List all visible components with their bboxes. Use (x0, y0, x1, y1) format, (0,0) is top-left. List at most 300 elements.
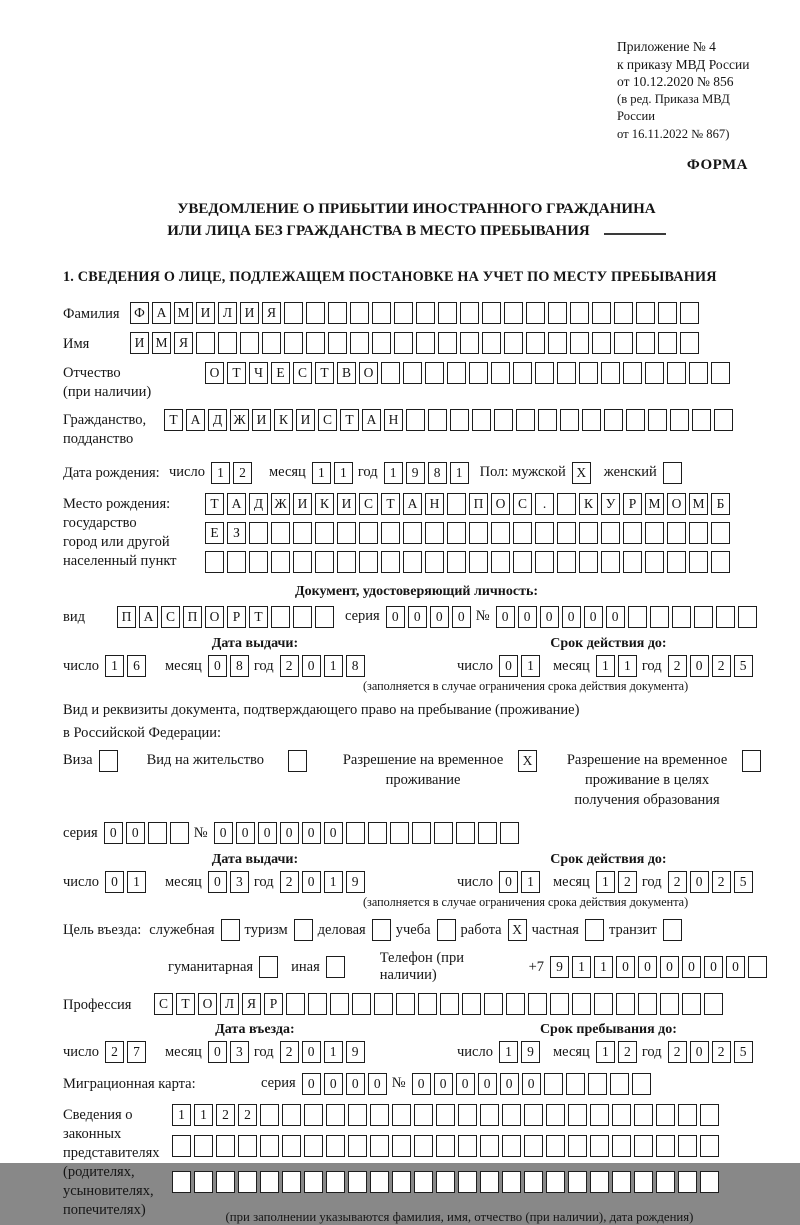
form-cell[interactable]: Б (711, 493, 730, 515)
form-cell[interactable]: 7 (127, 1041, 146, 1063)
form-cell[interactable] (579, 522, 598, 544)
form-cell[interactable]: Е (205, 522, 224, 544)
form-cell[interactable] (548, 302, 567, 324)
form-cell[interactable]: Ж (230, 409, 249, 431)
form-cell[interactable] (682, 993, 701, 1015)
form-cell[interactable]: Ж (271, 493, 290, 515)
form-cell[interactable] (557, 522, 576, 544)
form-cell[interactable] (579, 551, 598, 573)
form-cell[interactable] (482, 332, 501, 354)
form-cell[interactable] (326, 1104, 345, 1126)
form-cell[interactable] (403, 522, 422, 544)
form-cell[interactable] (438, 302, 457, 324)
form-cell[interactable]: 1 (384, 462, 403, 484)
form-cell[interactable] (390, 822, 409, 844)
form-cell[interactable]: И (196, 302, 215, 324)
form-cell[interactable] (282, 1171, 301, 1193)
form-cell[interactable] (394, 302, 413, 324)
form-cell[interactable] (742, 750, 761, 772)
form-cell[interactable] (524, 1104, 543, 1126)
form-cell[interactable] (221, 919, 240, 941)
form-cell[interactable]: О (198, 993, 217, 1015)
form-cell[interactable]: 1 (105, 655, 124, 677)
form-cell[interactable]: Т (176, 993, 195, 1015)
form-cell[interactable]: 1 (324, 871, 343, 893)
form-cell[interactable]: Л (220, 993, 239, 1015)
form-cell[interactable]: 0 (105, 871, 124, 893)
form-cell[interactable]: 0 (660, 956, 679, 978)
form-cell[interactable]: 0 (518, 606, 537, 628)
form-cell[interactable] (370, 1171, 389, 1193)
form-cell[interactable]: Т (164, 409, 183, 431)
form-cell[interactable] (437, 919, 456, 941)
form-cell[interactable] (348, 1135, 367, 1157)
form-cell[interactable]: И (337, 493, 356, 515)
form-cell[interactable]: 3 (230, 871, 249, 893)
form-cell[interactable] (326, 956, 345, 978)
form-cell[interactable] (348, 1104, 367, 1126)
form-cell[interactable] (293, 551, 312, 573)
form-cell[interactable] (491, 551, 510, 573)
form-cell[interactable] (238, 1171, 257, 1193)
form-cell[interactable]: О (491, 493, 510, 515)
form-cell[interactable] (271, 551, 290, 573)
form-cell[interactable] (656, 1135, 675, 1157)
form-cell[interactable]: А (362, 409, 381, 431)
form-cell[interactable] (658, 332, 677, 354)
form-cell[interactable] (526, 332, 545, 354)
form-cell[interactable]: 0 (434, 1073, 453, 1095)
form-cell[interactable]: 0 (704, 956, 723, 978)
form-cell[interactable] (370, 1135, 389, 1157)
form-cell[interactable]: 2 (280, 655, 299, 677)
form-cell[interactable] (570, 302, 589, 324)
form-cell[interactable] (628, 606, 647, 628)
form-cell[interactable] (216, 1171, 235, 1193)
form-cell[interactable] (480, 1135, 499, 1157)
form-cell[interactable]: П (183, 606, 202, 628)
form-cell[interactable] (601, 362, 620, 384)
form-cell[interactable] (447, 493, 466, 515)
form-cell[interactable] (560, 409, 579, 431)
form-cell[interactable] (205, 551, 224, 573)
form-cell[interactable] (306, 332, 325, 354)
form-cell[interactable]: С (154, 993, 173, 1015)
form-cell[interactable]: 0 (386, 606, 405, 628)
form-cell[interactable] (381, 522, 400, 544)
form-cell[interactable] (374, 993, 393, 1015)
form-cell[interactable]: 1 (521, 871, 540, 893)
form-cell[interactable] (450, 409, 469, 431)
form-cell[interactable]: З (227, 522, 246, 544)
form-cell[interactable] (660, 993, 679, 1015)
form-cell[interactable] (502, 1135, 521, 1157)
form-cell[interactable]: 0 (302, 1073, 321, 1095)
form-cell[interactable] (99, 750, 118, 772)
form-cell[interactable] (494, 409, 513, 431)
form-cell[interactable] (392, 1171, 411, 1193)
form-cell[interactable] (616, 993, 635, 1015)
form-cell[interactable]: Р (264, 993, 283, 1015)
form-cell[interactable]: 0 (302, 871, 321, 893)
form-cell[interactable] (293, 606, 312, 628)
form-cell[interactable] (425, 522, 444, 544)
form-cell[interactable] (482, 302, 501, 324)
form-cell[interactable] (394, 332, 413, 354)
form-cell[interactable]: 2 (105, 1041, 124, 1063)
form-cell[interactable] (557, 551, 576, 573)
form-cell[interactable] (623, 551, 642, 573)
form-cell[interactable]: А (139, 606, 158, 628)
form-cell[interactable] (315, 606, 334, 628)
form-cell[interactable]: П (117, 606, 136, 628)
form-cell[interactable]: 0 (368, 1073, 387, 1095)
form-cell[interactable] (308, 993, 327, 1015)
form-cell[interactable]: 1 (594, 956, 613, 978)
form-cell[interactable] (689, 551, 708, 573)
form-cell[interactable] (667, 522, 686, 544)
form-cell[interactable] (700, 1135, 719, 1157)
form-cell[interactable] (645, 362, 664, 384)
form-cell[interactable] (440, 993, 459, 1015)
form-cell[interactable]: 1 (324, 655, 343, 677)
form-cell[interactable]: Р (227, 606, 246, 628)
form-cell[interactable]: 0 (346, 1073, 365, 1095)
form-cell[interactable] (172, 1135, 191, 1157)
form-cell[interactable]: 0 (302, 822, 321, 844)
form-cell[interactable]: 0 (499, 871, 518, 893)
form-cell[interactable]: . (535, 493, 554, 515)
form-cell[interactable]: 9 (550, 956, 569, 978)
form-cell[interactable] (259, 956, 278, 978)
form-cell[interactable] (170, 822, 189, 844)
form-cell[interactable] (271, 522, 290, 544)
form-cell[interactable] (304, 1171, 323, 1193)
form-cell[interactable] (700, 1171, 719, 1193)
form-cell[interactable]: 0 (682, 956, 701, 978)
form-cell[interactable]: 2 (668, 871, 687, 893)
form-cell[interactable] (218, 332, 237, 354)
form-cell[interactable] (711, 362, 730, 384)
form-cell[interactable] (614, 302, 633, 324)
form-cell[interactable]: 2 (280, 1041, 299, 1063)
form-cell[interactable] (568, 1104, 587, 1126)
form-cell[interactable] (372, 302, 391, 324)
form-cell[interactable]: Е (271, 362, 290, 384)
form-cell[interactable]: 0 (690, 1041, 709, 1063)
form-cell[interactable] (623, 522, 642, 544)
form-cell[interactable]: Я (174, 332, 193, 354)
form-cell[interactable] (480, 1171, 499, 1193)
form-cell[interactable] (315, 522, 334, 544)
form-cell[interactable]: 2 (238, 1104, 257, 1126)
form-cell[interactable] (568, 1135, 587, 1157)
form-cell[interactable] (670, 409, 689, 431)
form-cell[interactable] (634, 1171, 653, 1193)
form-cell[interactable] (288, 750, 307, 772)
form-cell[interactable]: 5 (734, 655, 753, 677)
form-cell[interactable]: 0 (562, 606, 581, 628)
form-cell[interactable]: 2 (618, 871, 637, 893)
form-cell[interactable] (330, 993, 349, 1015)
form-cell[interactable] (216, 1135, 235, 1157)
form-cell[interactable] (414, 1104, 433, 1126)
form-cell[interactable] (614, 332, 633, 354)
form-cell[interactable] (472, 409, 491, 431)
form-cell[interactable]: 2 (280, 871, 299, 893)
form-cell[interactable]: Ч (249, 362, 268, 384)
form-cell[interactable] (458, 1135, 477, 1157)
form-cell[interactable]: И (252, 409, 271, 431)
form-cell[interactable] (601, 551, 620, 573)
form-cell[interactable] (462, 993, 481, 1015)
form-cell[interactable]: 6 (127, 655, 146, 677)
form-cell[interactable]: В (337, 362, 356, 384)
form-cell[interactable]: 1 (572, 956, 591, 978)
form-cell[interactable]: А (227, 493, 246, 515)
form-cell[interactable]: Н (384, 409, 403, 431)
form-cell[interactable] (680, 302, 699, 324)
form-cell[interactable] (506, 993, 525, 1015)
form-cell[interactable] (194, 1135, 213, 1157)
form-cell[interactable]: 9 (406, 462, 425, 484)
form-cell[interactable] (557, 493, 576, 515)
form-cell[interactable]: П (469, 493, 488, 515)
form-cell[interactable] (566, 1073, 585, 1095)
form-cell[interactable]: 1 (596, 655, 615, 677)
form-cell[interactable]: 8 (346, 655, 365, 677)
form-cell[interactable] (406, 409, 425, 431)
form-cell[interactable] (612, 1171, 631, 1193)
form-cell[interactable]: 1 (499, 1041, 518, 1063)
form-cell[interactable] (588, 1073, 607, 1095)
form-cell[interactable] (447, 522, 466, 544)
form-cell[interactable] (249, 522, 268, 544)
form-cell[interactable]: 0 (302, 1041, 321, 1063)
form-cell[interactable] (582, 409, 601, 431)
form-cell[interactable] (436, 1135, 455, 1157)
form-cell[interactable] (370, 1104, 389, 1126)
form-cell[interactable] (623, 362, 642, 384)
form-cell[interactable]: 0 (496, 606, 515, 628)
form-cell[interactable] (337, 522, 356, 544)
form-cell[interactable] (414, 1135, 433, 1157)
form-cell[interactable] (458, 1171, 477, 1193)
form-cell[interactable] (592, 302, 611, 324)
form-cell[interactable] (425, 362, 444, 384)
form-cell[interactable] (359, 551, 378, 573)
form-cell[interactable]: 2 (712, 655, 731, 677)
form-cell[interactable] (546, 1171, 565, 1193)
form-cell[interactable] (352, 993, 371, 1015)
form-cell[interactable]: 0 (540, 606, 559, 628)
form-cell[interactable] (592, 332, 611, 354)
form-cell[interactable] (238, 1135, 257, 1157)
form-cell[interactable]: М (645, 493, 664, 515)
form-cell[interactable] (634, 1135, 653, 1157)
form-cell[interactable]: О (359, 362, 378, 384)
form-cell[interactable]: 0 (104, 822, 123, 844)
form-cell[interactable]: 1 (312, 462, 331, 484)
form-cell[interactable]: 5 (734, 871, 753, 893)
form-cell[interactable] (601, 522, 620, 544)
form-cell[interactable] (436, 1104, 455, 1126)
form-cell[interactable]: А (186, 409, 205, 431)
form-cell[interactable] (645, 522, 664, 544)
form-cell[interactable] (636, 302, 655, 324)
form-cell[interactable]: 1 (596, 1041, 615, 1063)
form-cell[interactable]: 0 (499, 655, 518, 677)
form-cell[interactable] (304, 1104, 323, 1126)
form-cell[interactable]: 0 (412, 1073, 431, 1095)
form-cell[interactable] (716, 606, 735, 628)
form-cell[interactable] (678, 1135, 697, 1157)
form-cell[interactable]: 0 (584, 606, 603, 628)
form-cell[interactable] (645, 551, 664, 573)
form-cell[interactable] (513, 551, 532, 573)
form-cell[interactable] (516, 409, 535, 431)
form-cell[interactable]: 3 (230, 1041, 249, 1063)
form-cell[interactable] (368, 822, 387, 844)
form-cell[interactable] (469, 522, 488, 544)
form-cell[interactable]: 0 (456, 1073, 475, 1095)
form-cell[interactable] (315, 551, 334, 573)
form-cell[interactable] (396, 993, 415, 1015)
form-cell[interactable]: 1 (172, 1104, 191, 1126)
form-cell[interactable]: С (318, 409, 337, 431)
form-cell[interactable] (438, 332, 457, 354)
form-cell[interactable]: 0 (606, 606, 625, 628)
form-cell[interactable]: Я (242, 993, 261, 1015)
form-cell[interactable] (610, 1073, 629, 1095)
form-cell[interactable]: С (359, 493, 378, 515)
form-cell[interactable] (548, 332, 567, 354)
form-cell[interactable]: И (240, 302, 259, 324)
form-cell[interactable] (513, 522, 532, 544)
form-cell[interactable] (416, 332, 435, 354)
form-cell[interactable] (458, 1104, 477, 1126)
form-cell[interactable] (260, 1171, 279, 1193)
form-cell[interactable] (579, 362, 598, 384)
form-cell[interactable]: М (689, 493, 708, 515)
form-cell[interactable] (700, 1104, 719, 1126)
form-cell[interactable]: 8 (428, 462, 447, 484)
form-cell[interactable]: 9 (521, 1041, 540, 1063)
form-cell[interactable] (381, 551, 400, 573)
form-cell[interactable] (632, 1073, 651, 1095)
form-cell[interactable]: Д (249, 493, 268, 515)
form-cell[interactable] (663, 919, 682, 941)
form-cell[interactable]: С (161, 606, 180, 628)
form-cell[interactable] (502, 1104, 521, 1126)
form-cell[interactable] (434, 822, 453, 844)
form-cell[interactable]: 0 (208, 1041, 227, 1063)
form-cell[interactable] (636, 332, 655, 354)
form-cell[interactable]: С (293, 362, 312, 384)
form-cell[interactable] (738, 606, 757, 628)
form-cell[interactable]: О (667, 493, 686, 515)
form-cell[interactable]: Т (381, 493, 400, 515)
form-cell[interactable] (348, 1171, 367, 1193)
form-cell[interactable] (678, 1104, 697, 1126)
form-cell[interactable] (447, 551, 466, 573)
form-cell[interactable] (227, 551, 246, 573)
form-cell[interactable]: 9 (346, 1041, 365, 1063)
form-cell[interactable] (271, 606, 290, 628)
form-cell[interactable]: 1 (521, 655, 540, 677)
form-cell[interactable] (557, 362, 576, 384)
form-cell[interactable]: Т (249, 606, 268, 628)
form-cell[interactable] (634, 1104, 653, 1126)
form-cell[interactable]: У (601, 493, 620, 515)
form-cell[interactable] (447, 362, 466, 384)
form-cell[interactable] (460, 332, 479, 354)
form-cell[interactable]: 1 (450, 462, 469, 484)
form-cell[interactable] (480, 1104, 499, 1126)
form-cell[interactable] (260, 1104, 279, 1126)
form-cell[interactable] (694, 606, 713, 628)
form-cell[interactable] (550, 993, 569, 1015)
form-cell[interactable]: Д (208, 409, 227, 431)
form-cell[interactable] (502, 1171, 521, 1193)
form-cell[interactable] (428, 409, 447, 431)
form-cell[interactable]: 0 (280, 822, 299, 844)
form-cell[interactable] (689, 522, 708, 544)
form-cell[interactable] (194, 1171, 213, 1193)
form-cell[interactable] (667, 362, 686, 384)
form-cell[interactable] (491, 362, 510, 384)
form-cell[interactable] (572, 993, 591, 1015)
form-cell[interactable]: 1 (127, 871, 146, 893)
form-cell[interactable]: С (513, 493, 532, 515)
form-cell[interactable] (526, 302, 545, 324)
form-cell[interactable]: 0 (126, 822, 145, 844)
form-cell[interactable] (538, 409, 557, 431)
form-cell[interactable] (293, 522, 312, 544)
form-cell[interactable] (604, 409, 623, 431)
form-cell[interactable]: 0 (690, 871, 709, 893)
form-cell[interactable]: К (315, 493, 334, 515)
form-cell[interactable] (372, 919, 391, 941)
form-cell[interactable] (469, 362, 488, 384)
form-cell[interactable] (306, 302, 325, 324)
form-cell[interactable]: М (152, 332, 171, 354)
form-cell[interactable]: 0 (726, 956, 745, 978)
form-cell[interactable]: Р (623, 493, 642, 515)
form-cell[interactable]: И (130, 332, 149, 354)
form-cell[interactable] (658, 302, 677, 324)
form-cell[interactable] (692, 409, 711, 431)
form-cell[interactable] (491, 522, 510, 544)
form-cell[interactable]: Н (425, 493, 444, 515)
form-cell[interactable] (535, 522, 554, 544)
form-cell[interactable]: 5 (734, 1041, 753, 1063)
form-cell[interactable] (350, 302, 369, 324)
form-cell[interactable] (484, 993, 503, 1015)
form-cell[interactable]: 2 (216, 1104, 235, 1126)
form-cell[interactable] (656, 1171, 675, 1193)
form-cell[interactable] (585, 919, 604, 941)
form-cell[interactable]: 0 (430, 606, 449, 628)
form-cell[interactable] (667, 551, 686, 573)
form-cell[interactable] (711, 551, 730, 573)
form-cell[interactable] (590, 1135, 609, 1157)
form-cell[interactable]: Т (227, 362, 246, 384)
form-cell[interactable] (240, 332, 259, 354)
form-cell[interactable]: 2 (618, 1041, 637, 1063)
form-cell[interactable] (403, 362, 422, 384)
form-cell[interactable] (546, 1104, 565, 1126)
